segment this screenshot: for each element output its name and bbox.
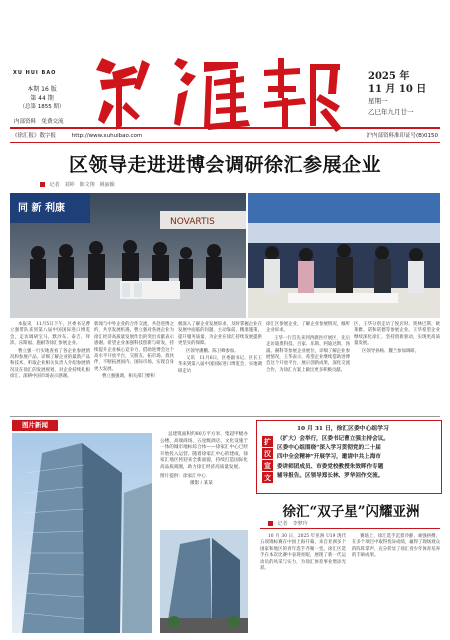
lead-photo-left-image — [10, 193, 246, 318]
building-photo-small — [160, 530, 248, 633]
notice-line: 辅导报告。区领导郑长林、罗华回作交流。 — [277, 472, 384, 479]
photo-caption-text: 总建筑面积约80万平方米、集超甲级办公楼、高端商场、五星级酒店、文化设施于一体的城市地标综合体——徐家汇中心已经开始投入运营。随着徐家汇中心的建成，徐家汇地区将迎来全新面貌，持续打造国际化高品质商圈，助力徐汇经济高质量发展。 — [160, 432, 248, 470]
lead-headline: 区领导走进进博会调研徐汇参展企业 — [68, 154, 381, 176]
lead-paragraph: 本报讯 11月5日下午，区委书记曹立强带队来到第八届中国国际进口博览会，走访调研宝马、默沙东、泰吉、拜沛、乐斯福、施耐等徐汇参展企业。 — [10, 322, 90, 347]
lead-paragraph: 又讯 11月6日，区委副书记、区长王华来到第八届中国国际进口博览会，实地调研走访 — [178, 356, 262, 374]
lead-paragraph: 区领导潘鹏、陈卫峰参加。 — [186, 348, 239, 354]
date-year: 2025 年 — [368, 71, 410, 82]
website-link[interactable]: http://www.xuhuibao.com — [71, 133, 143, 139]
second-column-2 — [352, 534, 440, 560]
lead-column-4 — [266, 322, 350, 374]
digital-edition-label: 《徐汇报》数字报 — [12, 133, 57, 139]
photo-credit-text: 图片提供：徐家汇中心 — [160, 473, 206, 479]
lead-column-2 — [94, 322, 174, 381]
masthead-date-block — [368, 70, 448, 118]
lead-paragraph: 徐汇区参展企业，了解企业参展情况，倾听企业诉求。 — [266, 322, 350, 334]
second-column-1 — [260, 534, 346, 572]
photo-news-label — [12, 420, 58, 431]
photo-caption-block — [160, 432, 248, 488]
masthead-info-line — [12, 131, 438, 141]
issue-info — [14, 85, 70, 127]
building-image-main — [12, 433, 152, 633]
photo-news-label-text: 图片新闻 — [22, 421, 48, 429]
lead-column-3 — [178, 322, 262, 375]
lead-photo-right — [248, 193, 440, 318]
lead-column-1 — [10, 322, 90, 381]
notice-body — [277, 435, 439, 481]
notice-date-line: 10 月 31 日，徐汇区委中心组学习 — [297, 426, 389, 432]
lead-photo-left — [10, 193, 246, 318]
notice-char: 汉 — [264, 449, 271, 458]
lead-byline-text: 记者 刘婷 陈文翔 姚丽颖 — [49, 182, 115, 188]
photographer-line: 摄影 / 某某 — [190, 481, 213, 487]
masthead-rule — [10, 127, 440, 129]
masthead-pinyin: XU HUI BAO — [13, 70, 57, 76]
section-divider — [10, 416, 440, 417]
lead-paragraph: 区，王华分别走访了悦店时、奥林巴斯、欧莱雅、诺和诺德等参展企业。王华希望企业继续深化徐汇，坚持创新驱动，实现更高质量发展。 — [354, 322, 440, 347]
photo-credit — [160, 474, 248, 481]
notice-line: 委讲师团成员、市委党校教授朱效晖作专题 — [277, 463, 384, 470]
building-photo-main — [12, 433, 152, 633]
building-image-small — [160, 530, 248, 633]
notice-line: 四中全会精神”开展学习，邀请中共上海市 — [277, 454, 381, 461]
notice-line: （扩大）会举行，区委书记曹立强主持会议。 — [277, 436, 389, 442]
lead-byline — [40, 181, 115, 188]
notice-char: 文 — [264, 473, 271, 482]
second-paragraph: 赛场上，徐汇选手沉着冷静、顽强拼搏，在多个项目中取得优异成绩，赢得了现场观众的阵阵掌声，充分彰显了徐汇青少年体育培养的丰硕成果。 — [352, 534, 440, 559]
masthead-rule-bottom — [10, 142, 440, 143]
lead-column-5 — [354, 322, 440, 355]
byline-icon — [40, 182, 45, 187]
notice-chars — [262, 436, 274, 483]
date-month-day: 11 月 10 日 — [368, 84, 427, 95]
internal-note: 内部资料 免费交流 — [14, 119, 64, 125]
lead-paragraph: 曹立强强调，相关部门要积 — [102, 374, 155, 380]
issue-total: 本期 16 版 — [27, 86, 57, 93]
photo-sign-novartis: NOVARTIS — [170, 217, 215, 227]
lead-paragraph: 曹立强一行实地查看了各企业参展情况和参展产品，详细了解企业的最新产品和技术，听取企业相关负责人介绍参展情况及在徐汇的发展规划，对企业持续扎根徐汇、深耕中国市场表示感谢。 — [10, 348, 90, 380]
lead-paragraph: 极深入了解企业发展诉求，及时掌握企业在发展中面临的问题，主动靠前、精准施策，提升服务质量，为企业在徐汇持续发展提供更坚实的保障。 — [178, 322, 262, 347]
issue-serial: （总第 1855 期） — [19, 104, 65, 110]
photo-sign-text: 同 新 利康 — [18, 203, 65, 214]
license-number: 沪内部资料准印证号(B)0150 — [366, 133, 438, 139]
date-lunar: 乙巳年九月廿一 — [368, 108, 414, 116]
second-headline: 徐汇“双子星”闪耀亚洲 — [282, 504, 420, 520]
second-byline — [268, 520, 308, 527]
second-divider — [260, 528, 440, 529]
second-paragraph: 10 月 30 日，2025 年亚洲 U19 现代五项锦标赛在中国上海开幕，来自亚洲多个国家和地区的青年选手齐聚一堂。徐汇区选手在本次比赛中表现亮眼，展现了新一代运动员的风采与实力，为徐汇体育事业增添光彩。 — [260, 534, 346, 572]
notice-char: 宣 — [264, 461, 271, 470]
notice-box — [256, 420, 442, 494]
lead-paragraph: 新闻与中外企业的合作交流，共赴进博之约，共享发展机遇。曹立强对各展企业为徐汇经济高质量发展作出的突出贡献表示感谢。希望企业加强科技创新与研发，持续提升企业核心竞争力，借助进博会这个高水平开放平台，交朋友、拓市场、找伙伴，不断拓展国内、国际市场，实现自身更大发展。 — [94, 322, 174, 372]
lead-paragraph: 王华一行首先来到西鹿医疗展区，先后走访迪奥科技、百家、乐斯、阿迪达斯、汤浦、赫科等参展企业展位，详细了解企业参展情况，王华表示，希望企业继续借助进博会这个开放平台，展示创新成果，深化交流合作，为徐汇方案上做出更多积极贡献。 — [266, 335, 350, 373]
notice-line: 区委中心组围绕“深入学习贯彻党的二十届 — [277, 445, 381, 452]
issue-number: 第 44 期 — [30, 95, 54, 102]
lead-photo-right-image — [248, 193, 440, 318]
second-byline-text: 记者 李梦玲 — [277, 521, 308, 527]
byline-icon — [268, 521, 273, 526]
lead-paragraph: 区领导孙杨、魏兰参加调研。 — [362, 348, 420, 354]
notice-char: 扩 — [264, 437, 271, 446]
date-weekday: 星期一 — [368, 97, 388, 105]
